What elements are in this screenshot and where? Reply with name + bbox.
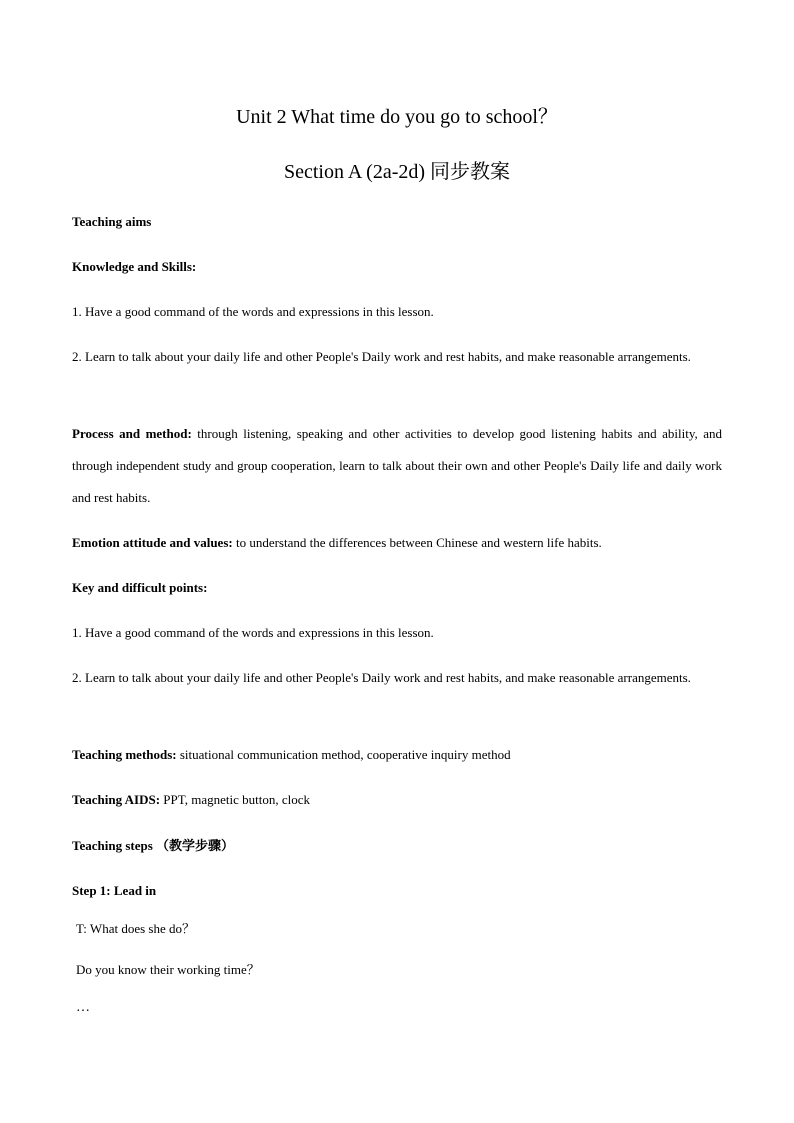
- step1-ellipsis: …: [76, 1000, 90, 1015]
- process-method-paragraph: [72, 418, 722, 514]
- process-method-text: through listening, speaking and other activities to develop good listening habits and ability, and through independent study and group cooperation, learn to talk about their own and other People's Daily life and daily work and rest habits.: [72, 426, 723, 505]
- key-points-heading: Key and difficult points:: [72, 580, 208, 595]
- process-method-label: Process and method:: [72, 426, 192, 441]
- step1-heading: Step 1: Lead in: [72, 883, 157, 898]
- teaching-methods-paragraph: [72, 739, 722, 771]
- teaching-aids-label: Teaching AIDS:: [72, 792, 161, 807]
- key-points-item-1: 1. Have a good command of the words and expressions in this lesson.: [72, 625, 434, 640]
- emotion-text: to understand the differences between Chinese and western life habits.: [232, 535, 602, 550]
- step1-line-2: Do you know their working time？: [76, 962, 260, 977]
- teaching-methods-text: situational communication method, cooperative inquiry method: [176, 747, 511, 762]
- teaching-steps-heading: Teaching steps （教学步骤）: [72, 838, 235, 853]
- emotion-label: Emotion attitude and values:: [72, 535, 233, 550]
- knowledge-skills-item-2: 2. Learn to talk about your daily life and other People's Daily work and rest habits, and make reasonable arrangements.: [72, 349, 691, 364]
- key-points-item-2: 2. Learn to talk about your daily life and other People's Daily work and rest habits, and make reasonable arrangements.: [72, 670, 691, 685]
- step1-line-1: T: What does she do？: [76, 921, 195, 936]
- knowledge-skills-heading: Knowledge and Skills:: [72, 259, 197, 274]
- teaching-methods-label: Teaching methods:: [72, 747, 177, 762]
- teaching-aids-paragraph: [72, 784, 722, 816]
- document-title: Unit 2 What time do you go to school？: [236, 106, 558, 128]
- teaching-aims-heading: Teaching aims: [72, 214, 152, 229]
- teaching-aids-text: PPT, magnetic button, clock: [160, 792, 310, 807]
- emotion-paragraph: [72, 527, 722, 559]
- knowledge-skills-item-1: 1. Have a good command of the words and expressions in this lesson.: [72, 304, 434, 319]
- document-subtitle: Section A (2a-2d) 同步教案: [283, 161, 511, 183]
